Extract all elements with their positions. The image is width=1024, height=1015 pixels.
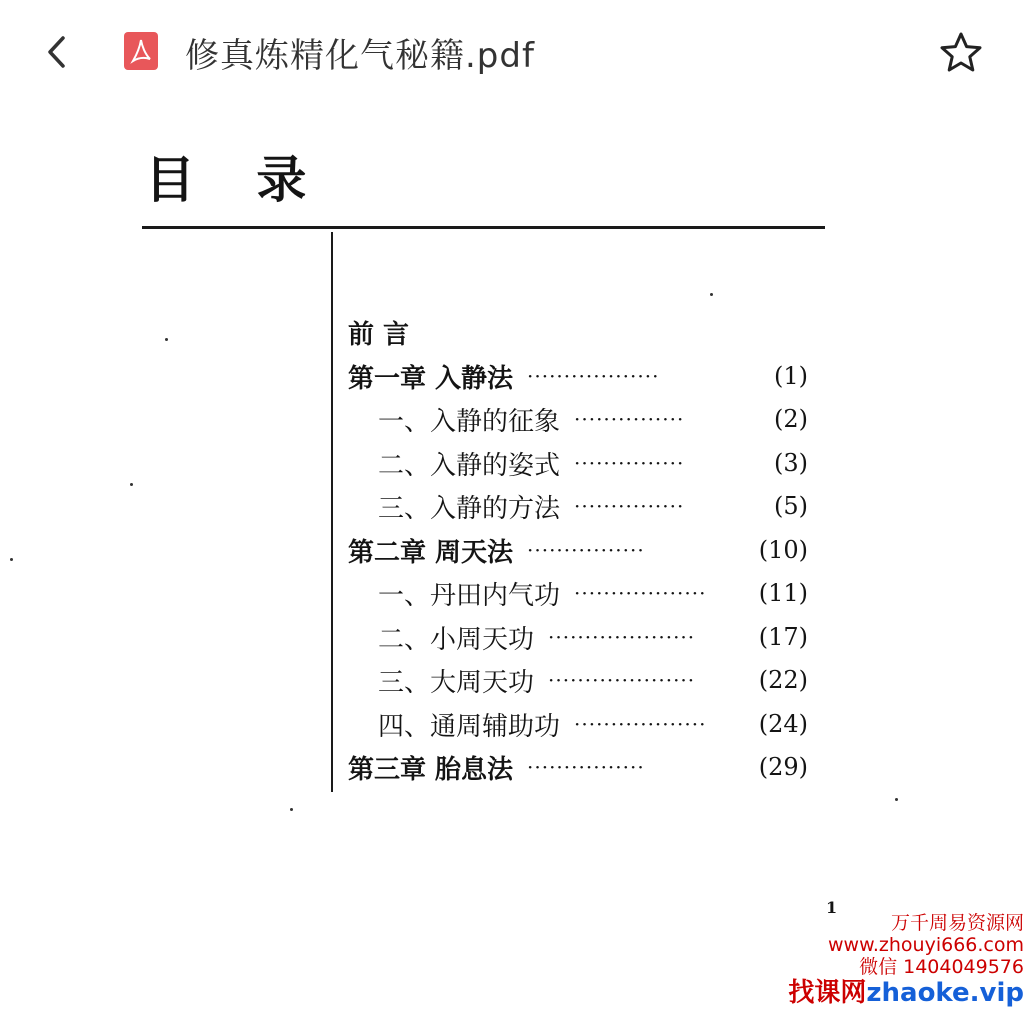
scan-speck xyxy=(165,338,168,341)
watermark-site-name: 万千周易资源网 xyxy=(890,912,1024,934)
heading-divider xyxy=(142,226,825,229)
watermark-brand-cn: 找课网 xyxy=(788,978,867,1008)
toc-dot-leader: ···················· xyxy=(548,624,696,649)
toc-dot-leader: ···················· xyxy=(548,668,696,692)
toc-dot-leader: ··············· xyxy=(574,407,685,431)
toc-entry-title: 一、丹田内气功 xyxy=(378,581,561,611)
toc-section-row[interactable] xyxy=(348,706,808,750)
toc-chapter-row[interactable] xyxy=(348,532,808,576)
toc-entry-title: 前 言 xyxy=(348,320,410,350)
scan-speck xyxy=(710,293,713,296)
toc-entry-title: 第二章 周天法 xyxy=(348,537,514,568)
toc-entry-title: 第三章 胎息法 xyxy=(348,755,514,785)
toc-entry-title: 一、入静的征象 xyxy=(378,407,561,437)
toc-chapter-row[interactable] xyxy=(348,749,808,793)
toc-dot-leader: ·················· xyxy=(574,581,707,605)
watermark-url: www.zhouyi666.com xyxy=(827,934,1024,956)
toc-page-number: (3) xyxy=(774,448,808,477)
toc-entry-title: 三、入静的方法 xyxy=(378,494,561,524)
toc-entry-title: 二、入静的姿式 xyxy=(378,450,561,481)
page-number: 1 xyxy=(826,898,838,917)
toc-page-number: (2) xyxy=(774,405,808,433)
scan-speck xyxy=(290,808,293,811)
toc-section-row[interactable] xyxy=(348,488,808,532)
toc-entry-title: 二、小周天功 xyxy=(378,624,535,655)
scan-speck xyxy=(130,483,133,486)
toc-dot-leader: ··············· xyxy=(574,450,685,475)
toc-dot-leader: ·················· xyxy=(527,363,660,388)
toc-page-number: (10) xyxy=(758,535,808,564)
watermark-brand-domain: zhaoke.vip xyxy=(866,978,1024,1008)
toc-dot-leader: ················ xyxy=(527,537,645,562)
table-of-contents xyxy=(348,314,808,793)
toc-section-row[interactable] xyxy=(348,401,808,445)
toc-page-number: (24) xyxy=(758,709,808,738)
watermark-wechat: 微信 1404049576 xyxy=(859,956,1024,978)
toc-chapter-row[interactable] xyxy=(348,358,808,402)
watermark-brand xyxy=(750,978,1024,1008)
document-title: 修真炼精化气秘籍.pdf xyxy=(185,36,535,76)
scan-speck xyxy=(10,558,13,561)
toc-section-row[interactable] xyxy=(348,575,808,619)
toc-dot-leader: ·················· xyxy=(574,711,707,736)
toc-entry-title: 三、大周天功 xyxy=(378,668,535,698)
star-outline-icon[interactable] xyxy=(938,30,984,76)
toc-entry-title: 第一章 入静法 xyxy=(348,363,514,394)
toc-dot-leader: ··············· xyxy=(574,494,685,518)
toc-page-number: (11) xyxy=(758,579,808,607)
toc-page-number: (1) xyxy=(774,361,808,390)
chevron-left-icon[interactable] xyxy=(38,32,78,72)
toc-section-row[interactable] xyxy=(348,662,808,706)
toc-page-number: (22) xyxy=(758,666,808,694)
toc-page-number: (17) xyxy=(758,622,808,651)
toc-page-number: (5) xyxy=(774,492,808,520)
pdf-page[interactable] xyxy=(10,118,1024,1015)
toc-page-number: (29) xyxy=(758,753,808,781)
pdf-file-icon xyxy=(124,32,158,70)
page-heading: 目 录 xyxy=(145,151,329,209)
toc-entry-title: 四、通周辅助功 xyxy=(378,711,561,742)
toc-vertical-rule xyxy=(331,232,333,792)
watermark xyxy=(750,912,1024,1008)
scan-speck xyxy=(895,798,898,801)
toc-section-row[interactable] xyxy=(348,619,808,663)
app-header xyxy=(0,0,1024,110)
toc-dot-leader: ················ xyxy=(527,755,645,779)
toc-section-row[interactable] xyxy=(348,445,808,489)
toc-chapter-row[interactable] xyxy=(348,314,808,358)
